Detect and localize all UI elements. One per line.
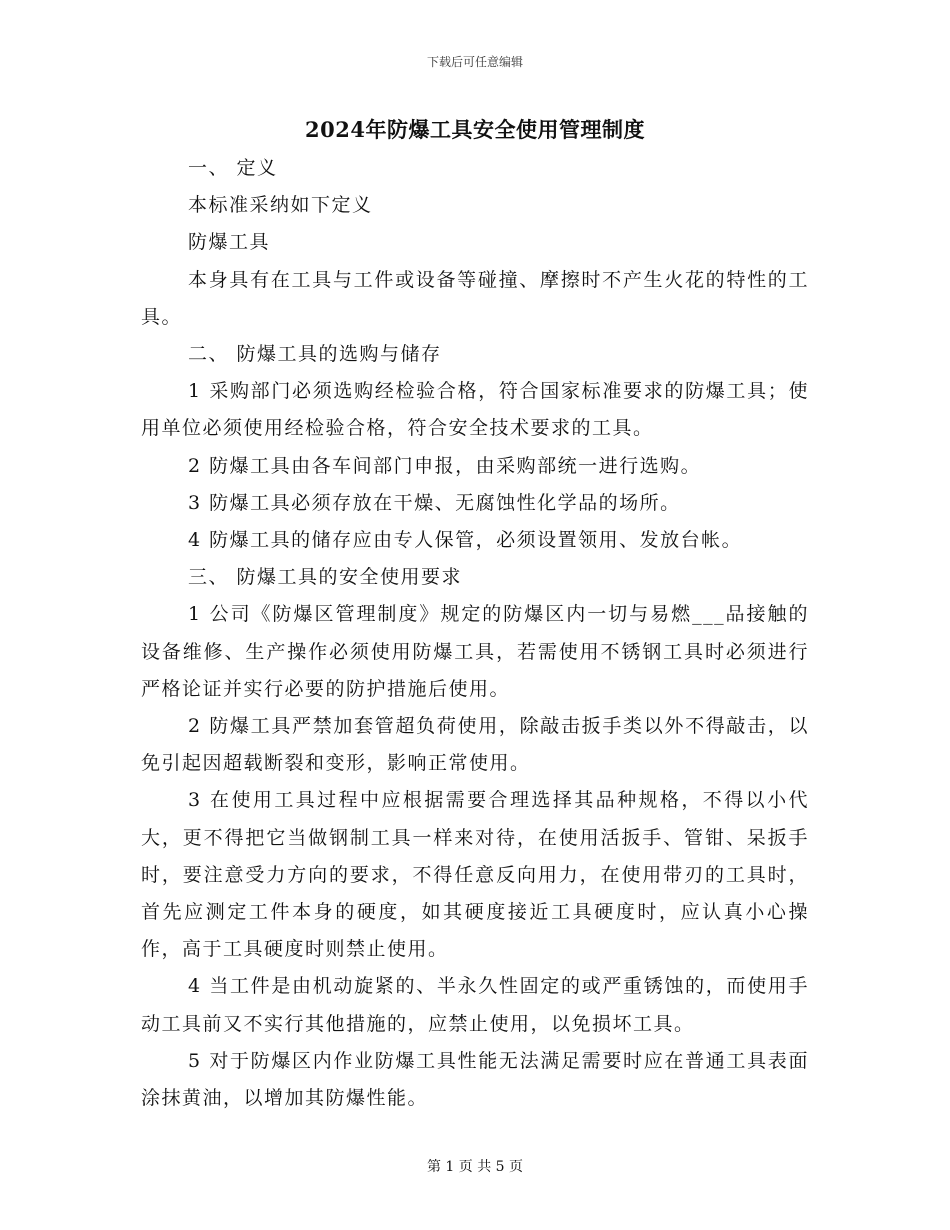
paragraph: 本身具有在工具与工件或设备等碰撞、摩擦时不产生火花的特性的工具。 <box>141 268 809 328</box>
page-header-note: 下载后可任意编辑 <box>426 55 523 69</box>
paragraph: 2 防爆工具严禁加套管超负荷使用，除敲击扳手类以外不得敲击，以免引起因超载断裂和变形，影响正常使用。 <box>141 715 809 775</box>
section-heading-definition: 一、 定义 <box>188 157 278 179</box>
paragraph: 1 公司《防爆区管理制度》规定的防爆区内一切与易燃___品接触的设备维修、生产操作必须使用防爆工具，若需使用不锈钢工具时必须进行严格论证并实行必要的防护措施后使用。 <box>141 603 809 700</box>
paragraph: 2 防爆工具由各车间部门申报，由采购部统一进行选购。 <box>188 454 702 477</box>
paragraph: 3 防爆工具必须存放在干燥、无腐蚀性化学品的场所。 <box>188 491 681 514</box>
paragraph: 4 当工件是由机动旋紧的、半永久性固定的或严重锈蚀的，而使用手动工具前又不实行其他措施的，应禁止使用，以免损坏工具。 <box>141 975 809 1035</box>
paragraph: 本标准采纳如下定义 <box>188 194 373 217</box>
paragraph: 防爆工具 <box>188 231 271 254</box>
page-number: 第 1 页 共 5 页 <box>426 1159 524 1175</box>
document-body <box>141 150 809 1117</box>
section-heading-safe-use: 三、 防爆工具的安全使用要求 <box>188 566 463 589</box>
paragraph: 4 防爆工具的储存应由专人保管，必须设置领用、发放台帐。 <box>188 529 743 552</box>
paragraph: 5 对于防爆区内作业防爆工具性能无法满足需要时应在普通工具表面涂抹黄油，以增加其防爆性能。 <box>141 1049 809 1110</box>
paragraph: 1 采购部门必须选购经检验合格，符合国家标准要求的防爆工具；使用单位必须使用经检验合格，符合安全技术要求的工具。 <box>141 380 809 440</box>
paragraph: 3 在使用工具过程中应根据需要合理选择其品种规格，不得以小代大，更不得把它当做钢制工具一样来对待，在使用活扳手、管钳、呆扳手时，要注意受力方向的要求，不得任意反向用力，在使用带刃的工具时，首先应测定工件本身的硬度，如其硬度接近工具硬度时，应认真小心操作，高于工具硬度时则禁止使用。 <box>141 789 809 961</box>
section-heading-purchase-storage: 二、 防爆工具的选购与储存 <box>188 343 442 366</box>
document-title: 2024年防爆工具安全使用管理制度 <box>305 117 645 142</box>
